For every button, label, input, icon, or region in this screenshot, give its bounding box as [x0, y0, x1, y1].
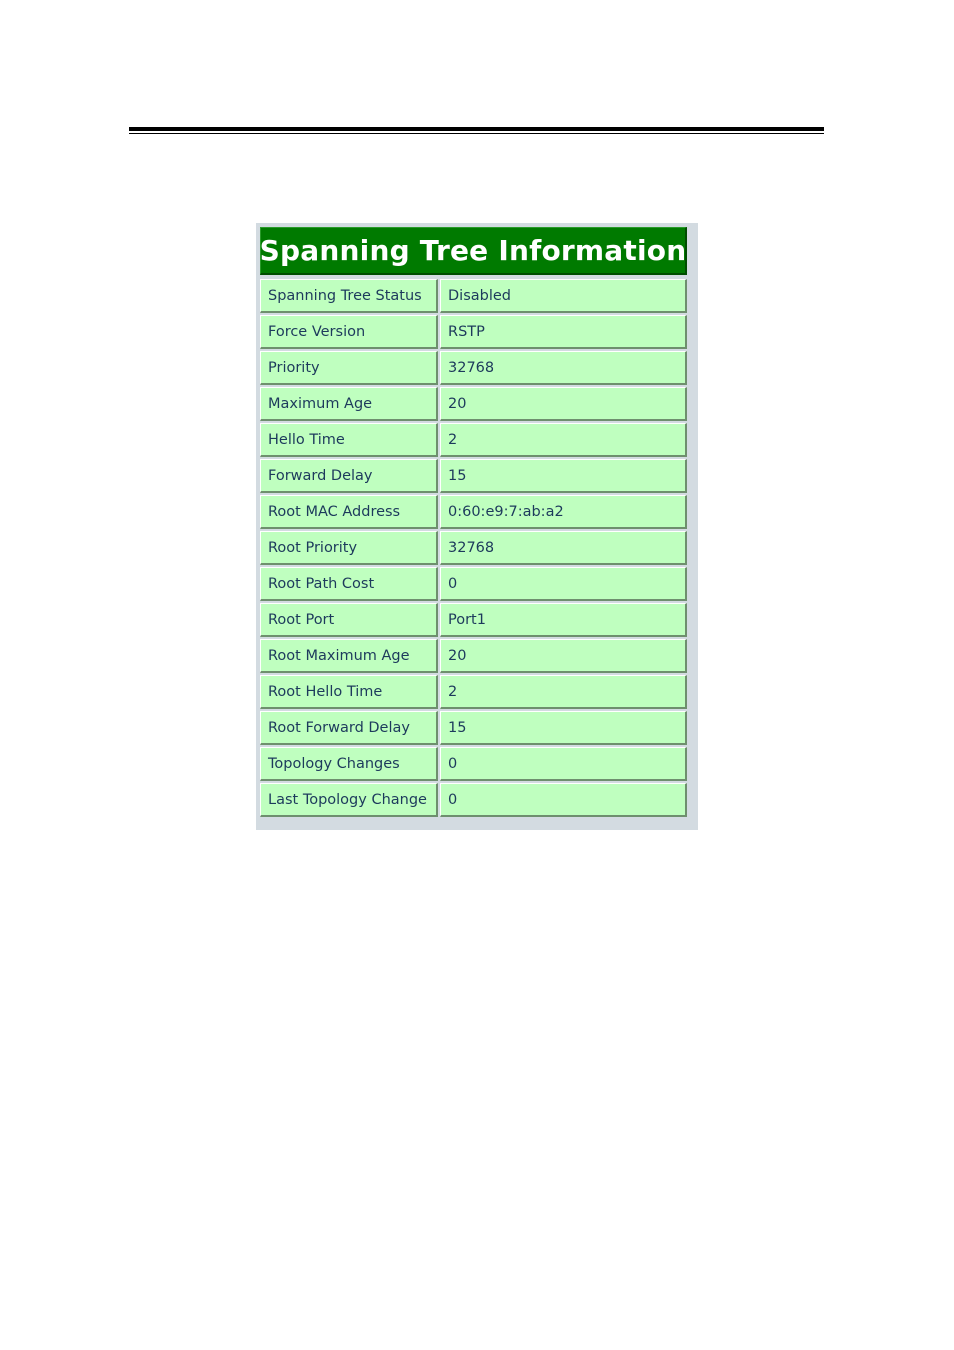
spanning-tree-panel: [256, 223, 698, 830]
row-value: 0: [440, 747, 687, 781]
row-value: 20: [440, 387, 687, 421]
page-header-rule-thin: [129, 133, 824, 134]
row-label: Root Path Cost: [260, 567, 438, 601]
row-label: Root Maximum Age: [260, 639, 438, 673]
row-label: Hello Time: [260, 423, 438, 457]
row-label: Root Priority: [260, 531, 438, 565]
table-row: [260, 315, 691, 351]
row-label: Priority: [260, 351, 438, 385]
row-label: Maximum Age: [260, 387, 438, 421]
row-label: Root Hello Time: [260, 675, 438, 709]
row-value: 0:60:e9:7:ab:a2: [440, 495, 687, 529]
row-label: Topology Changes: [260, 747, 438, 781]
row-label: Root Forward Delay: [260, 711, 438, 745]
table-row: [260, 459, 691, 495]
table-row: [260, 531, 691, 567]
row-value: 20: [440, 639, 687, 673]
row-label: Root Port: [260, 603, 438, 637]
panel-title: Spanning Tree Information: [259, 234, 687, 267]
row-label: Force Version: [260, 315, 438, 349]
row-value: 2: [440, 423, 687, 457]
table-row: [260, 747, 691, 783]
table-row: [260, 711, 691, 747]
table-row: [260, 603, 691, 639]
row-value: 15: [440, 711, 687, 745]
table-row: [260, 387, 691, 423]
row-value: RSTP: [440, 315, 687, 349]
row-value: 32768: [440, 531, 687, 565]
table-row: [260, 279, 691, 315]
table-row: [260, 351, 691, 387]
info-table: [260, 279, 691, 819]
table-row: [260, 783, 691, 819]
row-value: Disabled: [440, 279, 687, 313]
row-label: Last Topology Change: [260, 783, 438, 817]
row-label: Forward Delay: [260, 459, 438, 493]
row-label: Spanning Tree Status: [260, 279, 438, 313]
table-row: [260, 495, 691, 531]
row-label: Root MAC Address: [260, 495, 438, 529]
page-header-rule: [129, 127, 824, 131]
table-row: [260, 675, 691, 711]
row-value: Port1: [440, 603, 687, 637]
row-value: 32768: [440, 351, 687, 385]
table-row: [260, 639, 691, 675]
row-value: 2: [440, 675, 687, 709]
table-row: [260, 423, 691, 459]
row-value: 15: [440, 459, 687, 493]
row-value: 0: [440, 783, 687, 817]
row-value: 0: [440, 567, 687, 601]
panel-header: [260, 227, 687, 275]
table-row: [260, 567, 691, 603]
